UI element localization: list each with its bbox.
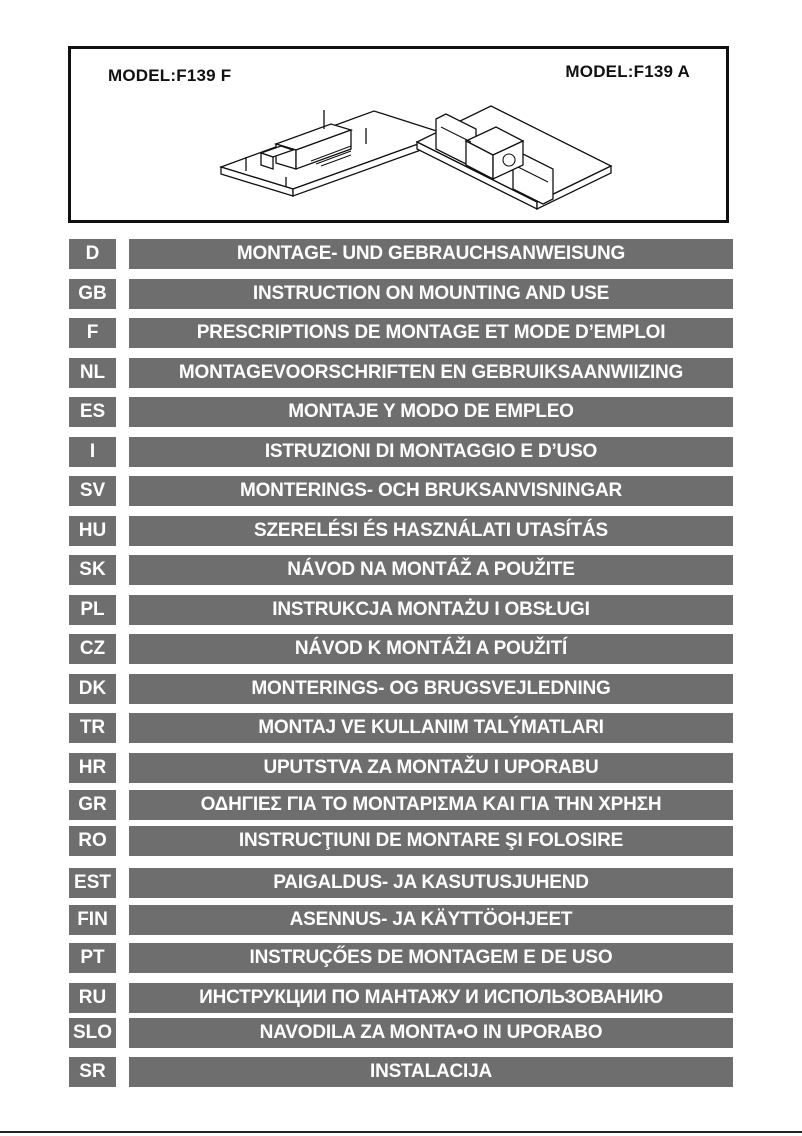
language-code: EST (69, 868, 116, 898)
language-title: INSTRUÇŐES DE MONTAGEM E DE USO (129, 943, 733, 973)
language-title: MONTERINGS- OG BRUGSVEJLEDNING (129, 674, 733, 704)
language-row[interactable] (69, 753, 733, 783)
language-row[interactable] (69, 437, 733, 467)
language-row[interactable] (69, 595, 733, 625)
language-title: NÁVOD NA MONTÁŽ A POUŽITE (129, 555, 733, 585)
model-label-right: MODEL:F139 A (565, 62, 690, 81)
language-title: NAVODILA ZA MONTA•O IN UPORABO (129, 1018, 733, 1048)
language-title: ISTRUZIONI DI MONTAGGIO E D’USO (129, 437, 733, 467)
language-row[interactable] (69, 358, 733, 388)
model-illustration-frame (68, 46, 729, 223)
language-row[interactable] (69, 943, 733, 973)
language-row[interactable] (69, 826, 733, 856)
language-title: ΟΔΗΓΙΕΣ ΓΙΑ ΤΟ ΜΟΝΤΑΡΙΣΜΑ ΚΑΙ ΓΙΑ ΤΗΝ ΧΡΗΣΗ (129, 790, 733, 820)
language-row[interactable] (69, 983, 733, 1013)
language-code: SK (69, 555, 116, 585)
language-title: UPUTSTVA ZA MONTAŽU I UPORABU (129, 753, 733, 783)
language-row[interactable] (69, 790, 733, 820)
language-title: SZERELÉSI ÉS HASZNÁLATI UTASÍTÁS (129, 516, 733, 546)
language-code: PT (69, 943, 116, 973)
language-code: F (69, 318, 116, 348)
language-title: INSTRUCTION ON MOUNTING AND USE (129, 279, 733, 309)
language-code: RO (69, 826, 116, 856)
language-code: DK (69, 674, 116, 704)
language-code: TR (69, 713, 116, 743)
language-code: HR (69, 753, 116, 783)
language-row[interactable] (69, 905, 733, 935)
language-code: CZ (69, 634, 116, 664)
language-title: NÁVOD K MONTÁŽI A POUŽITÍ (129, 634, 733, 664)
language-title: PRESCRIPTIONS DE MONTAGE ET MODE D’EMPLOI (129, 318, 733, 348)
language-row[interactable] (69, 555, 733, 585)
language-row[interactable] (69, 516, 733, 546)
language-title: PAIGALDUS- JA KASUTUSJUHEND (129, 868, 733, 898)
language-code: HU (69, 516, 116, 546)
model-label-left: MODEL:F139 F (108, 66, 232, 85)
language-code: FIN (69, 905, 116, 935)
language-title: ИНСТРУКЦИИ ПО МАНТАЖУ И ИСПОЛЬЗОВАНИЮ (129, 983, 733, 1013)
language-title: INSTALACIJA (129, 1057, 733, 1087)
language-title: MONTAJE Y MODO DE EMPLEO (129, 397, 733, 427)
language-title: ASENNUS- JA KÄYTTÖOHJEET (129, 905, 733, 935)
language-row[interactable] (69, 868, 733, 898)
language-row[interactable] (69, 318, 733, 348)
language-code: GB (69, 279, 116, 309)
language-title: MONTAGEVOORSCHRIFTEN EN GEBRUIKSAANWIIZING (129, 358, 733, 388)
language-title: INSTRUKCJA MONTAŻU I OBSŁUGI (129, 595, 733, 625)
language-title: MONTAJ VE KULLANIM TALÝMATLARI (129, 713, 733, 743)
language-code: GR (69, 790, 116, 820)
language-row[interactable] (69, 279, 733, 309)
language-code: I (69, 437, 116, 467)
page-bottom-rule (0, 1131, 802, 1133)
language-row[interactable] (69, 476, 733, 506)
language-row[interactable] (69, 1018, 733, 1048)
language-title: INSTRUCŢIUNI DE MONTARE ŞI FOLOSIRE (129, 826, 733, 856)
language-row[interactable] (69, 397, 733, 427)
hood-module-drawing (71, 49, 726, 220)
language-code: ES (69, 397, 116, 427)
language-code: SLO (69, 1018, 116, 1048)
language-row[interactable] (69, 634, 733, 664)
language-row[interactable] (69, 1057, 733, 1087)
language-title: MONTAGE- UND GEBRAUCHSANWEISUNG (129, 239, 733, 269)
language-row[interactable] (69, 674, 733, 704)
language-row[interactable] (69, 239, 733, 269)
language-code: RU (69, 983, 116, 1013)
language-title: MONTERINGS- OCH BRUKSANVISNINGAR (129, 476, 733, 506)
language-row[interactable] (69, 713, 733, 743)
language-code: PL (69, 595, 116, 625)
language-code: SR (69, 1057, 116, 1087)
language-code: NL (69, 358, 116, 388)
language-code: SV (69, 476, 116, 506)
language-code: D (69, 239, 116, 269)
